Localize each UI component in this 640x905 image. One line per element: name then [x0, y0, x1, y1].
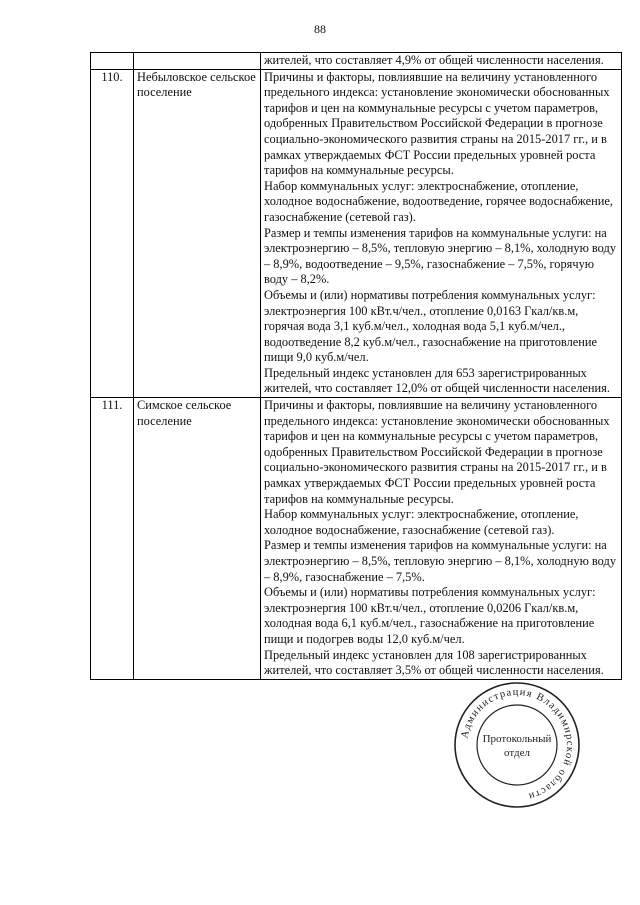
row-description [261, 53, 622, 70]
index-paragraph: Предельный индекс установлен для 653 зарегистрированных жителей, что составляет 12,0% от общей численности населения. [264, 365, 610, 396]
stamp-outer-ring [455, 683, 579, 807]
services-paragraph: Набор коммунальных услуг: электроснабжение, отопление, холодное водоснабжение, водоотведение, горячее водоснабжение, газоснабжение (сетевой газ). [264, 178, 613, 224]
stamp-center-line1: Протокольный [482, 733, 552, 745]
row-description [261, 69, 622, 397]
settlement-name: Небыловское сельское поселение [134, 69, 261, 397]
table-row-continuation [91, 53, 622, 70]
row-description [261, 398, 622, 680]
services-paragraph: Набор коммунальных услуг: электроснабжение, отопление, холодное водоснабжение, газоснабжение (сетевой газ). [264, 507, 579, 537]
stamp-inner-ring [477, 705, 557, 785]
official-stamp [452, 680, 582, 810]
tariffs-paragraph: Размер и темпы изменения тарифов на коммунальные услуги: на электроэнергию – 8,5%, тепловую энергию – 8,1%, холодную воду – 8,9%, водоотведение – 9,5%, газоснабжение – 7,5%, горячую воду – 8,2%. [264, 225, 617, 287]
continuation-text: жителей, что составляет 4,9% от общей численности населения. [264, 53, 604, 67]
row-number: 111. [91, 398, 134, 680]
settlement-name [134, 53, 261, 70]
document-table [90, 52, 622, 680]
tariffs-paragraph: Размер и темпы изменения тарифов на коммунальные услуги: на электроэнергию – 8,5%, тепловую энергию – 8,1%, холодную воду – 8,9%, газоснабжение – 7,5%. [264, 538, 617, 584]
table-row-111 [91, 398, 622, 680]
stamp-center-line2: отдел [504, 747, 530, 759]
factors-paragraph: Причины и факторы, повлиявшие на величину установленного предельного индекса: установление экономически обоснованных тарифов и цен на коммунальные ресурсы с учетом параметров, одобренных Правительством Российской Федерации в прогнозе социально-экономического развития страны на 2015-2017 гг., и в рамках утверждаемых ФСТ России предельных уровней роста тарифов на коммунальные ресурсы. [264, 398, 610, 506]
consumption-paragraph: Объемы и (или) нормативы потребления коммунальных услуг: электроэнергия 100 кВт.ч/чел., отопление 0,0206 Гкал/кв.м, холодная вода 6,1 куб.м/чел., газоснабжение на приготовление пищи и подогрев воды 12,0 куб.м/чел. [264, 585, 596, 646]
row-number [91, 53, 134, 70]
settlement-name: Симское сельское поселение [134, 398, 261, 680]
factors-paragraph: Причины и факторы, повлиявшие на величину установленного предельного индекса: установление экономически обоснованных тарифов и цен на коммунальные ресурсы с учетом параметров, одобренных Правительством Российской Федерации в прогнозе социально-экономического развития страны на 2015-2017 гг., и в рамках утверждаемых ФСТ России предельных уровней роста тарифов на коммунальные ресурсы. [264, 69, 610, 178]
index-paragraph: Предельный индекс установлен для 108 зарегистрированных жителей, что составляет 3,5% от общей численности населения. [264, 647, 604, 678]
stamp-ring-text: Администрация Владимирской области [459, 686, 576, 802]
consumption-paragraph: Объемы и (или) нормативы потребления коммунальных услуг: электроэнергия 100 кВт.ч/чел., отопление 0,0163 Гкал/кв.м, горячая вода 3,1 куб.м/чел., холодная вода 5,1 куб.м/чел., водоотведение 8,2 куб.м/чел., газоснабжение на приготовление пищи 9,0 куб.м/чел. [264, 287, 598, 365]
row-number: 110. [91, 69, 134, 397]
table-row-110 [91, 69, 622, 397]
page-number: 88 [314, 22, 326, 36]
